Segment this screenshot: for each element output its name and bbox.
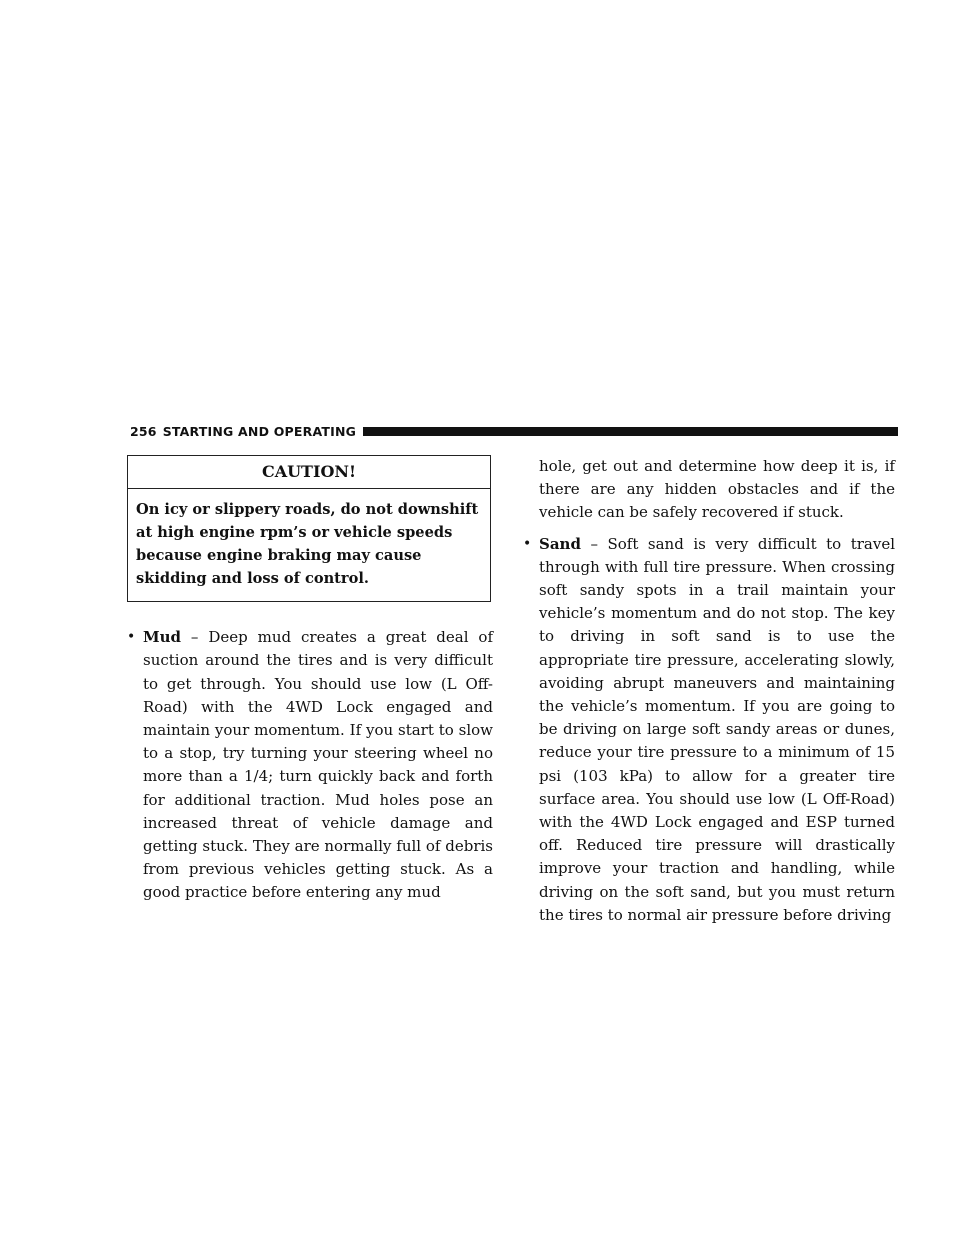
bullet-icon: • [523,535,532,552]
caution-title: CAUTION! [128,456,490,489]
header-rule [363,427,898,436]
sand-text: – Soft sand is very difficult to travel through with full tire pressure. When crossing soft sandy spots in a trail maintain your vehicle’s momentum and do not stop. The key to driving in soft sand is to use the appropriate tire pressure, accelerating slowly, avoiding abrupt maneuvers and maintaining the vehicle’s momentum. If you are going to be driving on large soft sandy areas or dunes, reduce your tire pressure to a minimum of 15 psi (103 kPa) to allow for a greater tire surface area. You should use low (L Off-Road) with the 4WD Lock engaged and ESP turned off. Reduced tire pressure will drastically improve your traction and handling, while driving on the soft sand, but you must return the tires to normal air pressure before driving [539,534,895,924]
sand-paragraph [539,533,895,927]
mud-continuation: hole, get out and determine how deep it is, if there are any hidden obstacles and if the vehicle can be safely recovered if stuck. [539,457,895,522]
left-column [127,455,493,913]
mud-paragraph [143,626,493,904]
list-item-mud [127,626,493,904]
page-number: 256 [130,423,157,439]
sand-term: Sand [539,534,581,553]
section-title: STARTING AND OPERATING [162,423,357,439]
list-item-sand [523,533,895,927]
mud-term: Mud [143,628,181,647]
mud-text: – Deep mud creates a great deal of suction around the tires and is very difficult to get through. You should use low (L Off-Road) with the 4WD Lock engaged and maintain your momentum. If you start to slow to a stop, try turning your steering wheel no more than a 1/4; turn quickly back and forth for additional traction. Mud holes pose an increased threat of vehicle damage and getting stuck. They are normally full of debris from previous vehicles getting stuck. As a good practice before entering any mud [143,628,493,902]
right-column [523,455,895,935]
caution-box [127,455,491,602]
caution-text: On icy or slippery roads, do not downshift at high engine rpm’s or vehicle speeds because engine braking may cause skidding and loss of control. [136,501,479,588]
page-header [130,423,898,439]
bullet-icon: • [127,629,136,646]
